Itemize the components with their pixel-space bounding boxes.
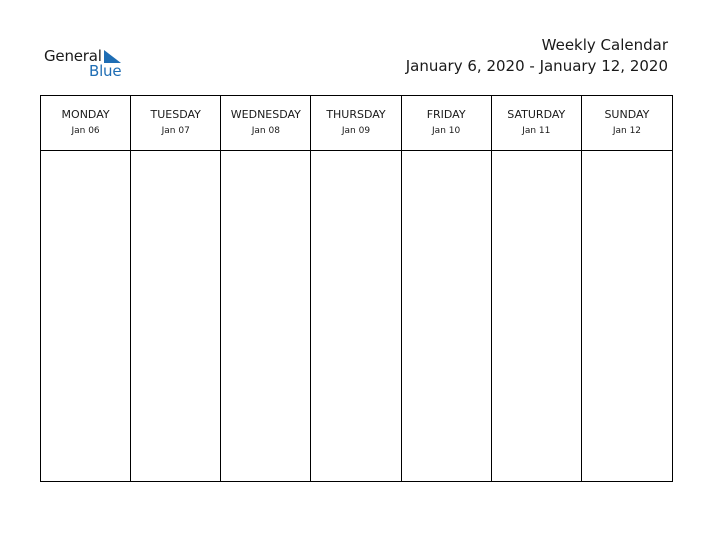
day-header-tuesday: [131, 96, 221, 151]
date-range: January 6, 2020 - January 12, 2020: [405, 57, 668, 75]
day-name: TUESDAY: [150, 108, 201, 121]
day-header-thursday: [311, 96, 401, 151]
day-date: Jan 07: [161, 126, 190, 136]
day-header-wednesday: [221, 96, 311, 151]
day-header-friday: [402, 96, 492, 151]
logo: [44, 46, 134, 82]
day-date: Jan 08: [251, 126, 280, 136]
day-name: FRIDAY: [426, 108, 466, 121]
page-title: Weekly Calendar: [541, 36, 668, 54]
day-name: THURSDAY: [326, 108, 386, 121]
logo-word-general: General: [44, 47, 102, 65]
day-cell-saturday: [492, 151, 582, 481]
day-name: SATURDAY: [507, 108, 566, 121]
day-name: WEDNESDAY: [230, 108, 301, 121]
day-name: SUNDAY: [604, 108, 650, 121]
day-name: MONDAY: [61, 108, 110, 121]
day-date: Jan 11: [522, 126, 551, 136]
day-date: Jan 12: [612, 126, 642, 136]
day-cell-wednesday: [221, 151, 311, 481]
day-header-sunday: [582, 96, 672, 151]
day-cell-monday: [41, 151, 131, 481]
weekly-calendar-grid: [40, 95, 673, 482]
day-header-saturday: [492, 96, 582, 151]
day-date: Jan 06: [71, 126, 100, 136]
day-header-monday: [41, 96, 131, 151]
day-cell-sunday: [582, 151, 672, 481]
day-cell-friday: [402, 151, 492, 481]
day-date: Jan 10: [432, 126, 461, 136]
day-date: Jan 09: [341, 126, 371, 136]
day-cell-thursday: [311, 151, 401, 481]
day-cell-tuesday: [131, 151, 221, 481]
logo-word-blue: Blue: [89, 62, 122, 80]
